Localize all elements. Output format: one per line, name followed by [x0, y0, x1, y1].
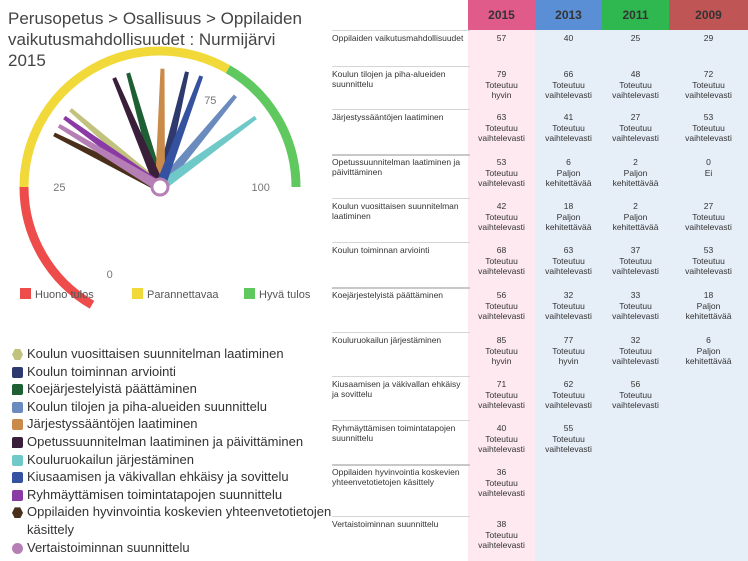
value-cell: 6 Paljon kehitettävää	[545, 157, 592, 188]
title-line-1: Perusopetus > Osallisuus > Oppilaiden	[8, 9, 302, 28]
row-label: Koulun tilojen ja piha-alueiden suunnittelu	[332, 69, 446, 89]
gauge-band-1	[24, 187, 92, 305]
value-cell: 71 Toteutuu vaihtelevasti	[478, 379, 525, 410]
value-cell: 40	[563, 33, 574, 43]
legend-item	[12, 380, 332, 398]
value-cell: 25	[630, 33, 641, 43]
row-divider	[332, 516, 470, 517]
value-cell: 53 Toteutuu vaihtelevasti	[685, 112, 732, 143]
legend-label: Koulun tilojen ja piha-alueiden suunnittelu	[27, 398, 267, 414]
legend-marker-icon	[12, 507, 23, 518]
value-cell: 63 Toteutuu vaihtelevasti	[478, 112, 525, 143]
legend-marker-icon	[12, 472, 23, 483]
year-header-2015: 2015	[468, 0, 535, 30]
row-label: Ryhmäyttämisen toimintatapojen suunnittelu	[332, 423, 456, 443]
legend-label: Vertaistoiminnan suunnittelu	[27, 539, 190, 555]
row-label: Koejärjestelyistä päättäminen	[332, 290, 444, 300]
legend-label: Kouluruokailun järjestäminen	[27, 451, 194, 467]
band-legend-swatch	[244, 288, 255, 299]
value-cell: 36 Toteutuu vaihtelevasti	[478, 467, 525, 498]
legend-item	[12, 468, 332, 486]
value-cell: 40 Toteutuu vaihtelevasti	[478, 423, 525, 454]
value-cell: 56 Toteutuu vaihtelevasti	[612, 379, 659, 410]
value-cell: 55 Toteutuu vaihtelevasti	[545, 423, 592, 454]
row-label: Opetussuunnitelman laatiminen ja päivittäminen	[332, 157, 461, 177]
row-label: Koulun toiminnan arviointi	[332, 245, 430, 255]
value-cell: 29	[703, 33, 714, 43]
value-cell: 77 Toteutuu hyvin	[552, 335, 585, 366]
value-cell: 0 Ei	[704, 157, 713, 178]
row-label: Järjestyssääntöjen laatiminen	[332, 112, 444, 122]
legend-item	[12, 415, 332, 433]
value-cell: 18 Paljon kehitettävää	[685, 290, 732, 321]
band-legend-swatch	[132, 288, 143, 299]
value-cell: 2 Paljon kehitettävää	[612, 201, 659, 232]
legend-label: Kiusaamisen ja väkivallan ehkäisy ja sovittelu	[27, 469, 289, 485]
value-cell: 38 Toteutuu vaihtelevasti	[478, 519, 525, 550]
row-label: Kouluruokailun järjestäminen	[332, 335, 442, 345]
band-legend-label: Huono tulos	[35, 289, 94, 301]
row-label: Koulun vuosittaisen suunnitelman laatiminen	[332, 201, 459, 221]
value-cell: 79 Toteutuu hyvin	[485, 69, 518, 100]
value-cell: 6 Paljon kehitettävää	[685, 335, 732, 366]
row-divider	[332, 242, 470, 243]
row-label: Vertaistoiminnan suunnittelu	[332, 519, 439, 529]
row-divider	[332, 464, 470, 466]
gauge-hub	[152, 179, 168, 195]
legend-item	[12, 503, 332, 538]
legend-label: Opetussuunnitelman laatiminen ja päivittäminen	[27, 433, 304, 449]
legend-marker-icon	[12, 402, 23, 413]
legend-label: Koulun toiminnan arviointi	[27, 363, 176, 379]
value-cell: 56 Toteutuu vaihtelevasti	[478, 290, 525, 321]
legend-marker-icon	[12, 490, 23, 501]
legend-item	[12, 539, 332, 557]
row-divider	[332, 198, 470, 199]
legend-marker-icon	[12, 419, 23, 430]
value-cell: 62 Toteutuu vaihtelevasti	[545, 379, 592, 410]
value-cell: 18 Paljon kehitettävää	[545, 201, 592, 232]
band-legend-swatch	[20, 288, 31, 299]
value-cell: 27 Toteutuu vaihtelevasti	[612, 112, 659, 143]
value-cell: 63 Toteutuu vaihtelevasti	[545, 245, 592, 276]
value-cell: 68 Toteutuu vaihtelevasti	[478, 245, 525, 276]
gauge-tick-label: 0	[106, 269, 113, 282]
gauge-chart	[0, 0, 332, 330]
value-cell: 37 Toteutuu vaihtelevasti	[612, 245, 659, 276]
value-cell: 32 Toteutuu vaihtelevasti	[612, 335, 659, 366]
legend-marker-icon	[12, 455, 23, 466]
gauge-tick-label: 25	[53, 182, 66, 194]
legend-item	[12, 486, 332, 504]
title-line-2: vaikutusmahdollisuudet : Nurmijärvi	[8, 30, 276, 49]
legend-label: Koulun vuosittaisen suunnitelman laatiminen	[27, 346, 284, 361]
legend-item	[12, 433, 332, 451]
value-cell: 32 Toteutuu vaihtelevasti	[545, 290, 592, 321]
value-cell: 53 Toteutuu vaihtelevasti	[478, 157, 525, 188]
row-divider	[332, 420, 470, 421]
year-header-2009: 2009	[669, 0, 748, 30]
value-cell: 57	[496, 33, 507, 43]
value-cell: 66 Toteutuu vaihtelevasti	[545, 69, 592, 100]
value-cell: 53 Toteutuu vaihtelevasti	[685, 245, 732, 276]
value-cell: 33 Toteutuu vaihtelevasti	[612, 290, 659, 321]
value-cell: 2 Paljon kehitettävää	[612, 157, 659, 188]
legend-marker-icon	[12, 437, 23, 448]
legend-marker-icon	[12, 384, 23, 395]
year-header-2011: 2011	[602, 0, 669, 30]
legend-item	[12, 345, 332, 363]
row-divider	[332, 332, 470, 333]
value-cell: 72 Toteutuu vaihtelevasti	[685, 69, 732, 100]
row-divider	[332, 30, 470, 31]
legend-marker-icon	[12, 543, 23, 554]
year-header-row	[468, 0, 748, 30]
row-label: Oppilaiden vaikutusmahdollisuudet	[332, 33, 464, 43]
value-cell: 48 Toteutuu vaihtelevasti	[612, 69, 659, 100]
gauge-tick-label: 100	[251, 182, 270, 194]
value-cell: 41 Toteutuu vaihtelevasti	[545, 112, 592, 143]
legend-item	[12, 451, 332, 469]
legend-item	[12, 398, 332, 416]
value-cell: 85 Toteutuu hyvin	[485, 335, 518, 366]
row-label: Oppilaiden hyvinvointia koskevien yhteenvetotietojen käsittely	[332, 467, 460, 487]
row-divider	[332, 66, 470, 67]
row-divider	[332, 287, 470, 289]
results-table	[332, 0, 748, 561]
band-legend-label: Parannettavaa	[147, 289, 219, 301]
row-divider	[332, 154, 470, 156]
row-label: Kiusaamisen ja väkivallan ehkäisy ja sovittelu	[332, 379, 461, 399]
legend-marker-icon	[12, 349, 23, 360]
legend-label: Koejärjestelyistä päättäminen	[27, 381, 197, 397]
gauge-tick-label: 75	[204, 94, 217, 107]
legend-label: Ryhmäyttämisen toimintatapojen suunnittelu	[27, 486, 283, 502]
value-cell: 27 Toteutuu vaihtelevasti	[685, 201, 732, 232]
legend-label: Järjestyssääntöjen laatiminen	[27, 416, 198, 432]
legend-label: Oppilaiden hyvinvointia koskevien yhteenvetotietojen käsittely	[27, 504, 332, 537]
year-header-2013: 2013	[535, 0, 602, 30]
title-line-3: 2015	[8, 51, 46, 70]
row-divider	[332, 109, 470, 110]
legend-item	[12, 363, 332, 381]
legend-marker-icon	[12, 367, 23, 378]
band-legend-label: Hyvä tulos	[259, 289, 311, 301]
value-cell: 42 Toteutuu vaihtelevasti	[478, 201, 525, 232]
row-divider	[332, 376, 470, 377]
needle-legend	[12, 345, 332, 556]
